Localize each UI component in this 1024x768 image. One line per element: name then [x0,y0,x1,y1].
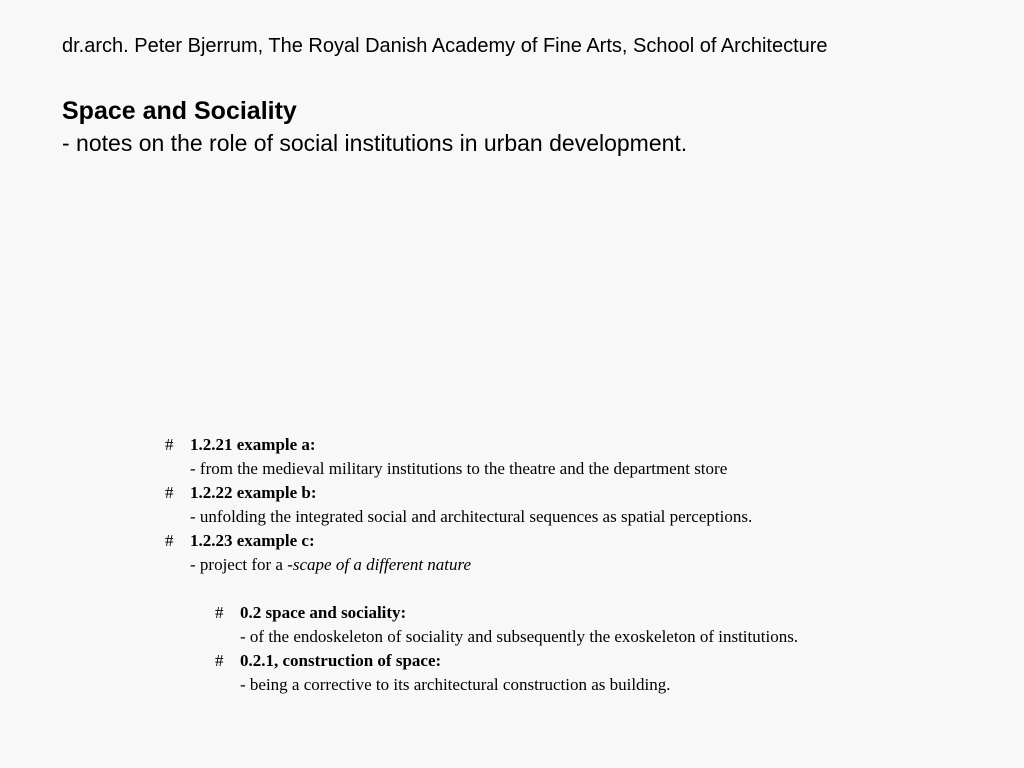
hash-marker: # [215,603,224,622]
hash-marker: # [215,651,224,670]
note-heading: 1.2.22 example b: [190,483,317,502]
note-heading: 0.2 space and sociality: [240,603,407,622]
hash-marker: # [165,435,174,454]
note-heading: 0.2.1, construction of space: [240,651,442,670]
note-description: - from the medieval military institutions to the theatre and the department store [190,459,728,478]
hash-marker: # [165,531,174,550]
note-description-italic: scape of a different nature [292,555,472,574]
note-description: - being a corrective to its architectural construction as building. [240,675,671,694]
note-description: - unfolding the integrated social and architectural sequences as spatial perceptions. [190,507,753,526]
note-description: - of the endoskeleton of sociality and subsequently the exoskeleton of institutions. [240,627,799,646]
note-heading: 1.2.21 example a: [190,435,316,454]
note-heading: 1.2.23 example c: [190,531,315,550]
note-description [190,553,471,577]
page-subtitle: - notes on the role of social institutions in urban development. [62,130,688,156]
hash-marker: # [165,483,174,502]
page-title: Space and Sociality [62,97,297,125]
author-line: dr.arch. Peter Bjerrum, The Royal Danish Academy of Fine Arts, School of Architecture [62,35,828,57]
note-description-prefix: - project for a - [190,555,293,574]
